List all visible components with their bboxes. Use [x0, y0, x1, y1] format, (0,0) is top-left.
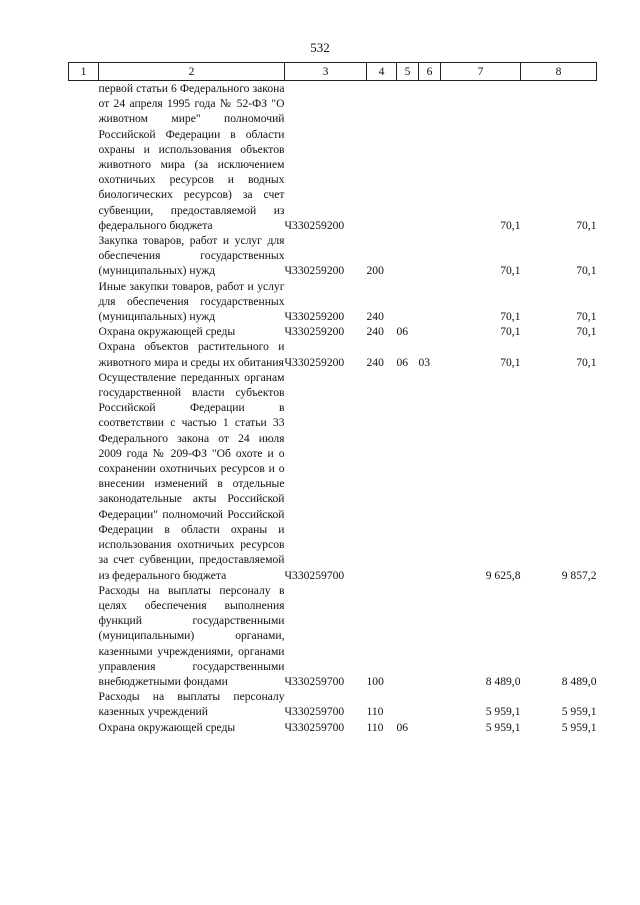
- subsection-code: [419, 279, 441, 325]
- expenditure-name-text: Закупка товаров, работ и услуг для обеспечения государственных (муниципальных) нужд: [98, 234, 285, 278]
- expense-type: 240: [366, 325, 384, 339]
- expense-type: 240: [366, 355, 384, 369]
- expenditure-name-text: Иные закупки товаров, работ и услуг для обеспечения государственных (муниципальных) нужд: [98, 279, 285, 324]
- table-row: [69, 720, 597, 735]
- expenditure-name-text: Осуществление переданных органам государственной власти субъектов Российской Федерации в соответствии с частью 1 статьи 33 Федерального закона от 24 июля 2009 года № 209-ФЗ "Об охоте и о сохранении охотничьих ресурсов и о внесении изменений в отдельные законодательные акты Российской Федерации" полномочий Российской Федерации в области охраны и использования охотничьих ресурсов за счет субвенции, предоставляемой из федерального бюджета: [98, 370, 285, 582]
- row-col1: [69, 370, 99, 583]
- expenditure-name: [99, 370, 285, 583]
- amount-year-1: 5 959,1: [485, 705, 521, 719]
- amount-year-1: 70,1: [500, 355, 521, 369]
- amount-year-1: 70,1: [500, 325, 521, 339]
- column-header-8: 8: [521, 63, 597, 81]
- expenditure-name-text: Охрана окружающей среды: [98, 720, 236, 734]
- expenditure-name: [99, 279, 285, 325]
- column-header-7: 7: [441, 63, 521, 81]
- section-code: [397, 370, 419, 583]
- expense-type: 110: [366, 720, 384, 734]
- amount-year-1: 9 625,8: [485, 568, 521, 582]
- section-code: 06: [396, 355, 409, 369]
- section-code: [397, 233, 419, 279]
- expense-type: 110: [366, 705, 384, 719]
- column-header-4: 4: [367, 63, 397, 81]
- amount-year-1: 70,1: [500, 218, 521, 232]
- target-article-code: Ч330259200: [284, 355, 345, 369]
- target-article-code: Ч330259700: [284, 674, 345, 688]
- expenditure-name: [99, 583, 285, 689]
- column-header-5: 5: [397, 63, 419, 81]
- table-row: [69, 279, 597, 325]
- row-col1: [69, 583, 99, 689]
- page-number: 532: [310, 40, 330, 55]
- row-col1: [69, 720, 99, 735]
- section-code: [397, 583, 419, 689]
- subsection-code: [419, 81, 441, 234]
- target-article-code: Ч330259700: [284, 705, 345, 719]
- column-header-1: 1: [69, 63, 99, 81]
- column-header-3: 3: [285, 63, 367, 81]
- expenditure-name-text: Расходы на выплаты персоналу в целях обеспечения выполнения функций государственными (муниципальными) органами, казенными учреждениями, органами управления государственными внебюджетными фондами: [98, 583, 285, 688]
- section-code: 06: [396, 720, 409, 734]
- section-code: 06: [396, 325, 409, 339]
- amount-year-2: 5 959,1: [561, 705, 597, 719]
- expenditure-name: [99, 324, 285, 339]
- table-row: [69, 339, 597, 369]
- amount-year-2: 8 489,0: [561, 674, 597, 688]
- expense-type: 100: [366, 674, 384, 688]
- column-number-row: [69, 63, 597, 81]
- amount-year-2: 70,1: [576, 264, 597, 278]
- expenditure-name: [99, 81, 285, 234]
- expenditure-name-text: Охрана объектов растительного и животного мира и среды их обитания: [98, 340, 285, 369]
- amount-year-2: 70,1: [576, 218, 597, 232]
- table-body: [69, 81, 597, 735]
- amount-year-1: 70,1: [500, 310, 521, 324]
- table-row: [69, 81, 597, 234]
- expenditure-name-text: Охрана окружающей среды: [98, 325, 236, 339]
- row-col1: [69, 233, 99, 279]
- expenditure-name: [99, 339, 285, 369]
- target-article-code: Ч330259200: [284, 325, 345, 339]
- amount-year-2: 70,1: [576, 355, 597, 369]
- table-row: [69, 370, 597, 583]
- amount-year-2: 70,1: [576, 325, 597, 339]
- amount-year-2: 5 959,1: [561, 720, 597, 734]
- section-code: [397, 689, 419, 719]
- row-col1: [69, 339, 99, 369]
- amount-year-1: 8 489,0: [485, 674, 521, 688]
- expenditure-name: [99, 233, 285, 279]
- target-article-code: Ч330259700: [284, 720, 345, 734]
- target-article-code: Ч330259200: [284, 218, 345, 232]
- target-article-code: Ч330259200: [284, 310, 345, 324]
- target-article-code: Ч330259700: [284, 568, 345, 582]
- column-header-6: 6: [419, 63, 441, 81]
- row-col1: [69, 689, 99, 719]
- row-col1: [69, 324, 99, 339]
- column-header-2: 2: [99, 63, 285, 81]
- amount-year-2: 9 857,2: [561, 568, 597, 582]
- row-col1: [69, 279, 99, 325]
- budget-table: [68, 62, 597, 735]
- subsection-code: [419, 720, 441, 735]
- expense-type: 240: [366, 310, 384, 324]
- section-code: [397, 81, 419, 234]
- subsection-code: [419, 370, 441, 583]
- expenditure-name: [99, 689, 285, 719]
- amount-year-1: 5 959,1: [485, 720, 521, 734]
- expenditure-name: [99, 720, 285, 735]
- expenditure-name-text: первой статьи 6 Федерального закона от 24 апреля 1995 года № 52-ФЗ "О животном мире" полномочий Российской Федерации в области охраны и использования объектов животного мира (за исключением охотничьих ресурсов и водных биологических ресурсов) за счет субвенции, предоставляемой из федерального бюджета: [98, 82, 285, 232]
- subsection-code: [419, 233, 441, 279]
- amount-year-2: 70,1: [576, 310, 597, 324]
- expense-type: [367, 370, 397, 583]
- expense-type: 200: [366, 264, 384, 278]
- expense-type: [367, 81, 397, 234]
- table-row: [69, 583, 597, 689]
- table-row: [69, 689, 597, 719]
- subsection-code: [419, 324, 441, 339]
- target-article-code: Ч330259200: [284, 264, 345, 278]
- subsection-code: [419, 583, 441, 689]
- expenditure-name-text: Расходы на выплаты персоналу казенных учреждений: [98, 690, 285, 719]
- subsection-code: 03: [418, 355, 431, 369]
- table-row: [69, 233, 597, 279]
- table-row: [69, 324, 597, 339]
- row-col1: [69, 81, 99, 234]
- section-code: [397, 279, 419, 325]
- amount-year-1: 70,1: [500, 264, 521, 278]
- subsection-code: [419, 689, 441, 719]
